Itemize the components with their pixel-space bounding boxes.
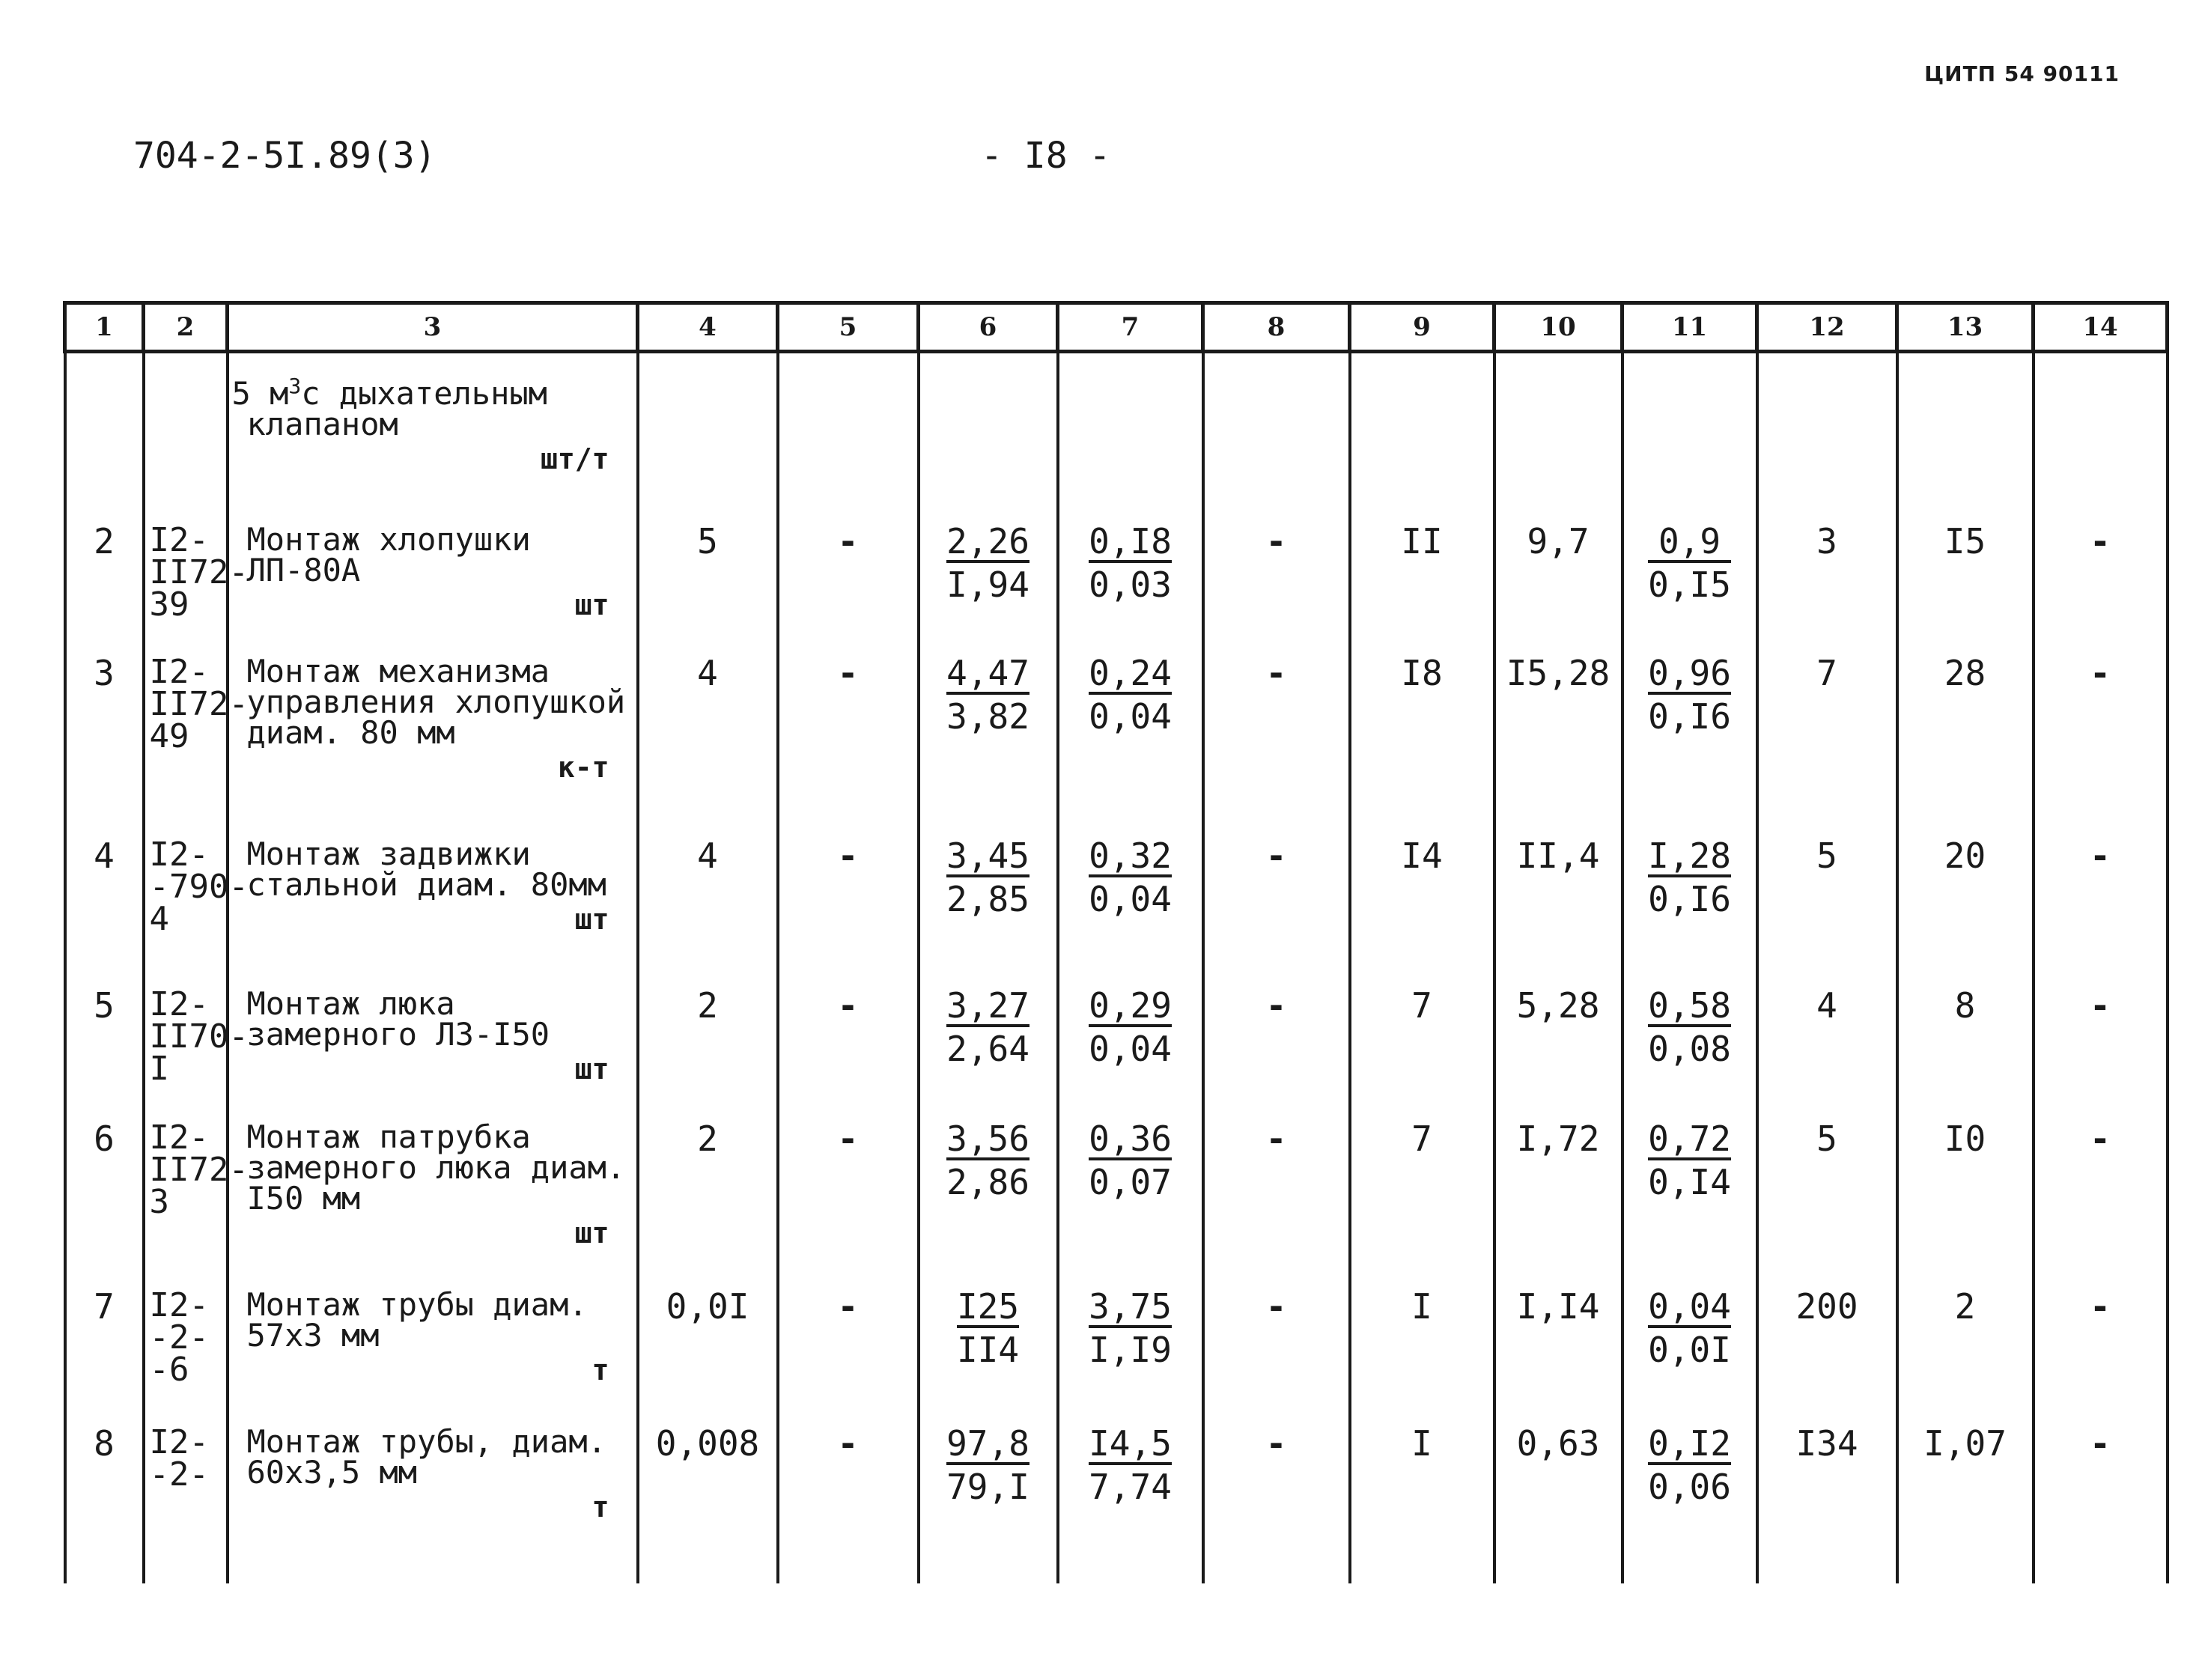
table-row [65,1276,2168,1413]
col13-cell: 28 [1897,642,2034,825]
col8-cell: - [1203,642,1350,825]
col8-cell: - [1203,1413,1350,1583]
quantity-cell: 0,0I [638,1276,778,1413]
description-text: Монтаж люка замерного ЛЗ-I50 [246,985,550,1053]
col9-cell: I [1350,1276,1494,1413]
table-row [65,511,2168,642]
column-header: 1 [65,303,144,352]
estimate-table [63,301,2169,1583]
col6-fraction-numerator: I25 [956,1286,1020,1327]
header-row [65,303,2168,352]
page-number: - I8 - [981,135,1111,177]
continuation-row [65,352,2168,511]
norm-code: I2--790-4 [144,825,228,975]
superscript: 3 [288,374,302,398]
archive-stamp: ЦИТП 54 90111 [1924,61,2120,86]
col11-fraction [1622,1108,1757,1276]
work-description [228,1276,638,1413]
col7-fraction [1058,975,1203,1108]
column-header: 13 [1897,303,2034,352]
col10-cell: 9,7 [1494,511,1622,642]
col5-cell: - [778,825,919,975]
col9-cell: 7 [1350,1108,1494,1276]
col7-fraction-denominator: 0,04 [1089,696,1172,737]
col10-cell: I,72 [1494,1108,1622,1276]
col6-fraction-denominator: I,94 [946,564,1029,605]
col7-fraction [1058,1276,1203,1413]
quantity-cell: 4 [638,825,778,975]
col6-fraction [919,1108,1058,1276]
col11-fraction-numerator: I,28 [1648,836,1731,876]
col11-fraction [1622,511,1757,642]
work-description [228,1108,638,1276]
col7-fraction [1058,1108,1203,1276]
col6-fraction-numerator: 3,56 [946,1119,1029,1159]
col5-cell: - [778,975,919,1108]
col7-fraction-denominator: 0,03 [1089,564,1172,605]
col9-cell: I4 [1350,825,1494,975]
unit-label: шт [574,1053,609,1086]
col12-cell: 3 [1757,511,1897,642]
col11-fraction [1622,642,1757,825]
col11-fraction-denominator: 0,I4 [1648,1162,1731,1202]
intro-text-rest: с дыхательным клапаном [246,375,547,443]
col6-fraction [919,511,1058,642]
col11-fraction [1622,975,1757,1108]
col7-fraction-denominator: I,I9 [1089,1330,1172,1370]
col14-cell: - [2034,511,2168,642]
col6-fraction-numerator: 3,27 [946,985,1029,1026]
quantity-cell: 0,008 [638,1413,778,1583]
norm-code: I2-II72-3 [144,1108,228,1276]
col10-cell: 5,28 [1494,975,1622,1108]
col6-fraction-numerator: 2,26 [946,521,1029,561]
column-header: 10 [1494,303,1622,352]
col11-fraction [1622,1276,1757,1413]
col7-fraction-numerator: 0,32 [1089,836,1172,876]
table-row [65,825,2168,975]
col6-fraction [919,825,1058,975]
quantity-cell: 2 [638,1108,778,1276]
work-description [228,642,638,825]
norm-code: I2-II72-39 [144,511,228,642]
row-number: 4 [65,825,144,975]
col8-cell: - [1203,975,1350,1108]
description-text: Монтаж трубы, диам. 60x3,5 мм [246,1423,606,1491]
col11-fraction [1622,825,1757,975]
norm-code: I2--2--6 [144,1276,228,1413]
col14-cell: - [2034,975,2168,1108]
quantity-cell: 5 [638,511,778,642]
continuation-description [228,352,638,511]
col5-cell: - [778,642,919,825]
column-header: 8 [1203,303,1350,352]
document-number: 704-2-5I.89(3) [133,135,437,177]
column-header: 6 [919,303,1058,352]
col6-fraction-denominator: 2,85 [946,879,1029,919]
col14-cell: - [2034,642,2168,825]
col11-fraction-numerator: 0,72 [1648,1119,1731,1159]
work-description [228,975,638,1108]
work-description [228,825,638,975]
col7-fraction-numerator: 0,I8 [1089,521,1172,561]
col10-cell: I,I4 [1494,1276,1622,1413]
unit-label: шт [574,903,609,937]
col11-fraction-denominator: 0,I6 [1648,696,1731,737]
col7-fraction-numerator: 3,75 [1089,1286,1172,1327]
row-number: 3 [65,642,144,825]
description-text: Монтаж трубы диам. 57x3 мм [246,1286,588,1354]
col8-cell: - [1203,825,1350,975]
column-header: 12 [1757,303,1897,352]
col11-fraction-denominator: 0,06 [1648,1467,1731,1507]
col6-fraction [919,1276,1058,1413]
col6-fraction [919,975,1058,1108]
column-header: 11 [1622,303,1757,352]
col13-cell: I5 [1897,511,2034,642]
col7-fraction [1058,511,1203,642]
col11-fraction-denominator: 0,08 [1648,1029,1731,1069]
col11-fraction-numerator: 0,96 [1648,653,1731,693]
row-number: 5 [65,975,144,1108]
col13-cell: 20 [1897,825,2034,975]
col7-fraction-denominator: 7,74 [1089,1467,1172,1507]
norm-code: I2--2- [144,1413,228,1583]
table-row [65,642,2168,825]
quantity-cell: 4 [638,642,778,825]
col6-fraction-denominator: 2,64 [946,1029,1029,1069]
col6-fraction-numerator: 97,8 [946,1423,1029,1464]
column-header: 2 [144,303,228,352]
table-row [65,975,2168,1108]
col7-fraction-numerator: 0,24 [1089,653,1172,693]
col5-cell: - [778,1108,919,1276]
work-description [228,1413,638,1583]
col7-fraction-denominator: 0,07 [1089,1162,1172,1202]
col11-fraction-numerator: 0,04 [1648,1286,1731,1327]
col9-cell: I8 [1350,642,1494,825]
col5-cell: - [778,1276,919,1413]
col6-fraction [919,642,1058,825]
col10-cell: I5,28 [1494,642,1622,825]
quantity-cell: 2 [638,975,778,1108]
col11-fraction-denominator: 0,0I [1648,1330,1731,1370]
col12-cell: 5 [1757,1108,1897,1276]
norm-code: I2-II70-I [144,975,228,1108]
col6-fraction-denominator: II4 [956,1330,1020,1370]
intro-text: 5 м [231,375,289,412]
column-header: 4 [638,303,778,352]
unit-label: шт [574,588,609,622]
col8-cell: - [1203,511,1350,642]
column-header: 3 [228,303,638,352]
col9-cell: I [1350,1413,1494,1583]
col12-cell: 7 [1757,642,1897,825]
col13-cell: 2 [1897,1276,2034,1413]
column-header: 14 [2034,303,2168,352]
col11-fraction-numerator: 0,58 [1648,985,1731,1026]
col12-cell: 5 [1757,825,1897,975]
unit-label: т [591,1354,609,1387]
col8-cell: - [1203,1108,1350,1276]
column-header: 9 [1350,303,1494,352]
col7-fraction-denominator: 0,04 [1089,1029,1172,1069]
col14-cell: - [2034,1413,2168,1583]
col11-fraction [1622,1413,1757,1583]
table-row [65,1413,2168,1583]
row-number: 8 [65,1413,144,1583]
col7-fraction [1058,825,1203,975]
col7-fraction [1058,1413,1203,1583]
col10-cell: II,4 [1494,825,1622,975]
col5-cell: - [778,511,919,642]
col6-fraction [919,1413,1058,1583]
row-number: 6 [65,1108,144,1276]
column-header: 7 [1058,303,1203,352]
description-text: Монтаж хлопушки ЛП-80А [246,521,531,589]
col10-cell: 0,63 [1494,1413,1622,1583]
col7-fraction-denominator: 0,04 [1089,879,1172,919]
col13-cell: I0 [1897,1108,2034,1276]
norm-code: I2-II72-49 [144,642,228,825]
col9-cell: II [1350,511,1494,642]
description-text: Монтаж задвижки стальной диам. 80мм [246,836,606,904]
unit-label: к-т [557,751,609,785]
unit-label: шт/т [540,442,609,476]
description-text: Монтаж механизма управления хлопушкой диам. 80 мм [246,653,626,752]
col7-fraction-numerator: 0,36 [1089,1119,1172,1159]
col7-fraction-numerator: I4,5 [1089,1423,1172,1464]
col9-cell: 7 [1350,975,1494,1108]
col14-cell: - [2034,825,2168,975]
col12-cell: I34 [1757,1413,1897,1583]
col7-fraction [1058,642,1203,825]
col5-cell: - [778,1413,919,1583]
col14-cell: - [2034,1108,2168,1276]
row-number: 7 [65,1276,144,1413]
table-row [65,1108,2168,1276]
description-text: Монтаж патрубка замерного люка диам. I50 мм [246,1119,626,1217]
col12-cell: 4 [1757,975,1897,1108]
col14-cell: - [2034,1276,2168,1413]
col11-fraction-denominator: 0,I5 [1648,564,1731,605]
unit-label: т [591,1491,609,1524]
col13-cell: I,07 [1897,1413,2034,1583]
col6-fraction-denominator: 3,82 [946,696,1029,737]
row-number: 2 [65,511,144,642]
unit-label: шт [574,1217,609,1250]
column-header: 5 [778,303,919,352]
work-description [228,511,638,642]
col6-fraction-numerator: 4,47 [946,653,1029,693]
col11-fraction-denominator: 0,I6 [1648,879,1731,919]
col6-fraction-numerator: 3,45 [946,836,1029,876]
col11-fraction-numerator: 0,9 [1648,524,1731,563]
col11-fraction-numerator: 0,I2 [1648,1423,1731,1464]
col8-cell: - [1203,1276,1350,1413]
col13-cell: 8 [1897,975,2034,1108]
col7-fraction-numerator: 0,29 [1089,985,1172,1026]
col12-cell: 200 [1757,1276,1897,1413]
col6-fraction-denominator: 2,86 [946,1162,1029,1202]
col6-fraction-denominator: 79,I [946,1467,1029,1507]
